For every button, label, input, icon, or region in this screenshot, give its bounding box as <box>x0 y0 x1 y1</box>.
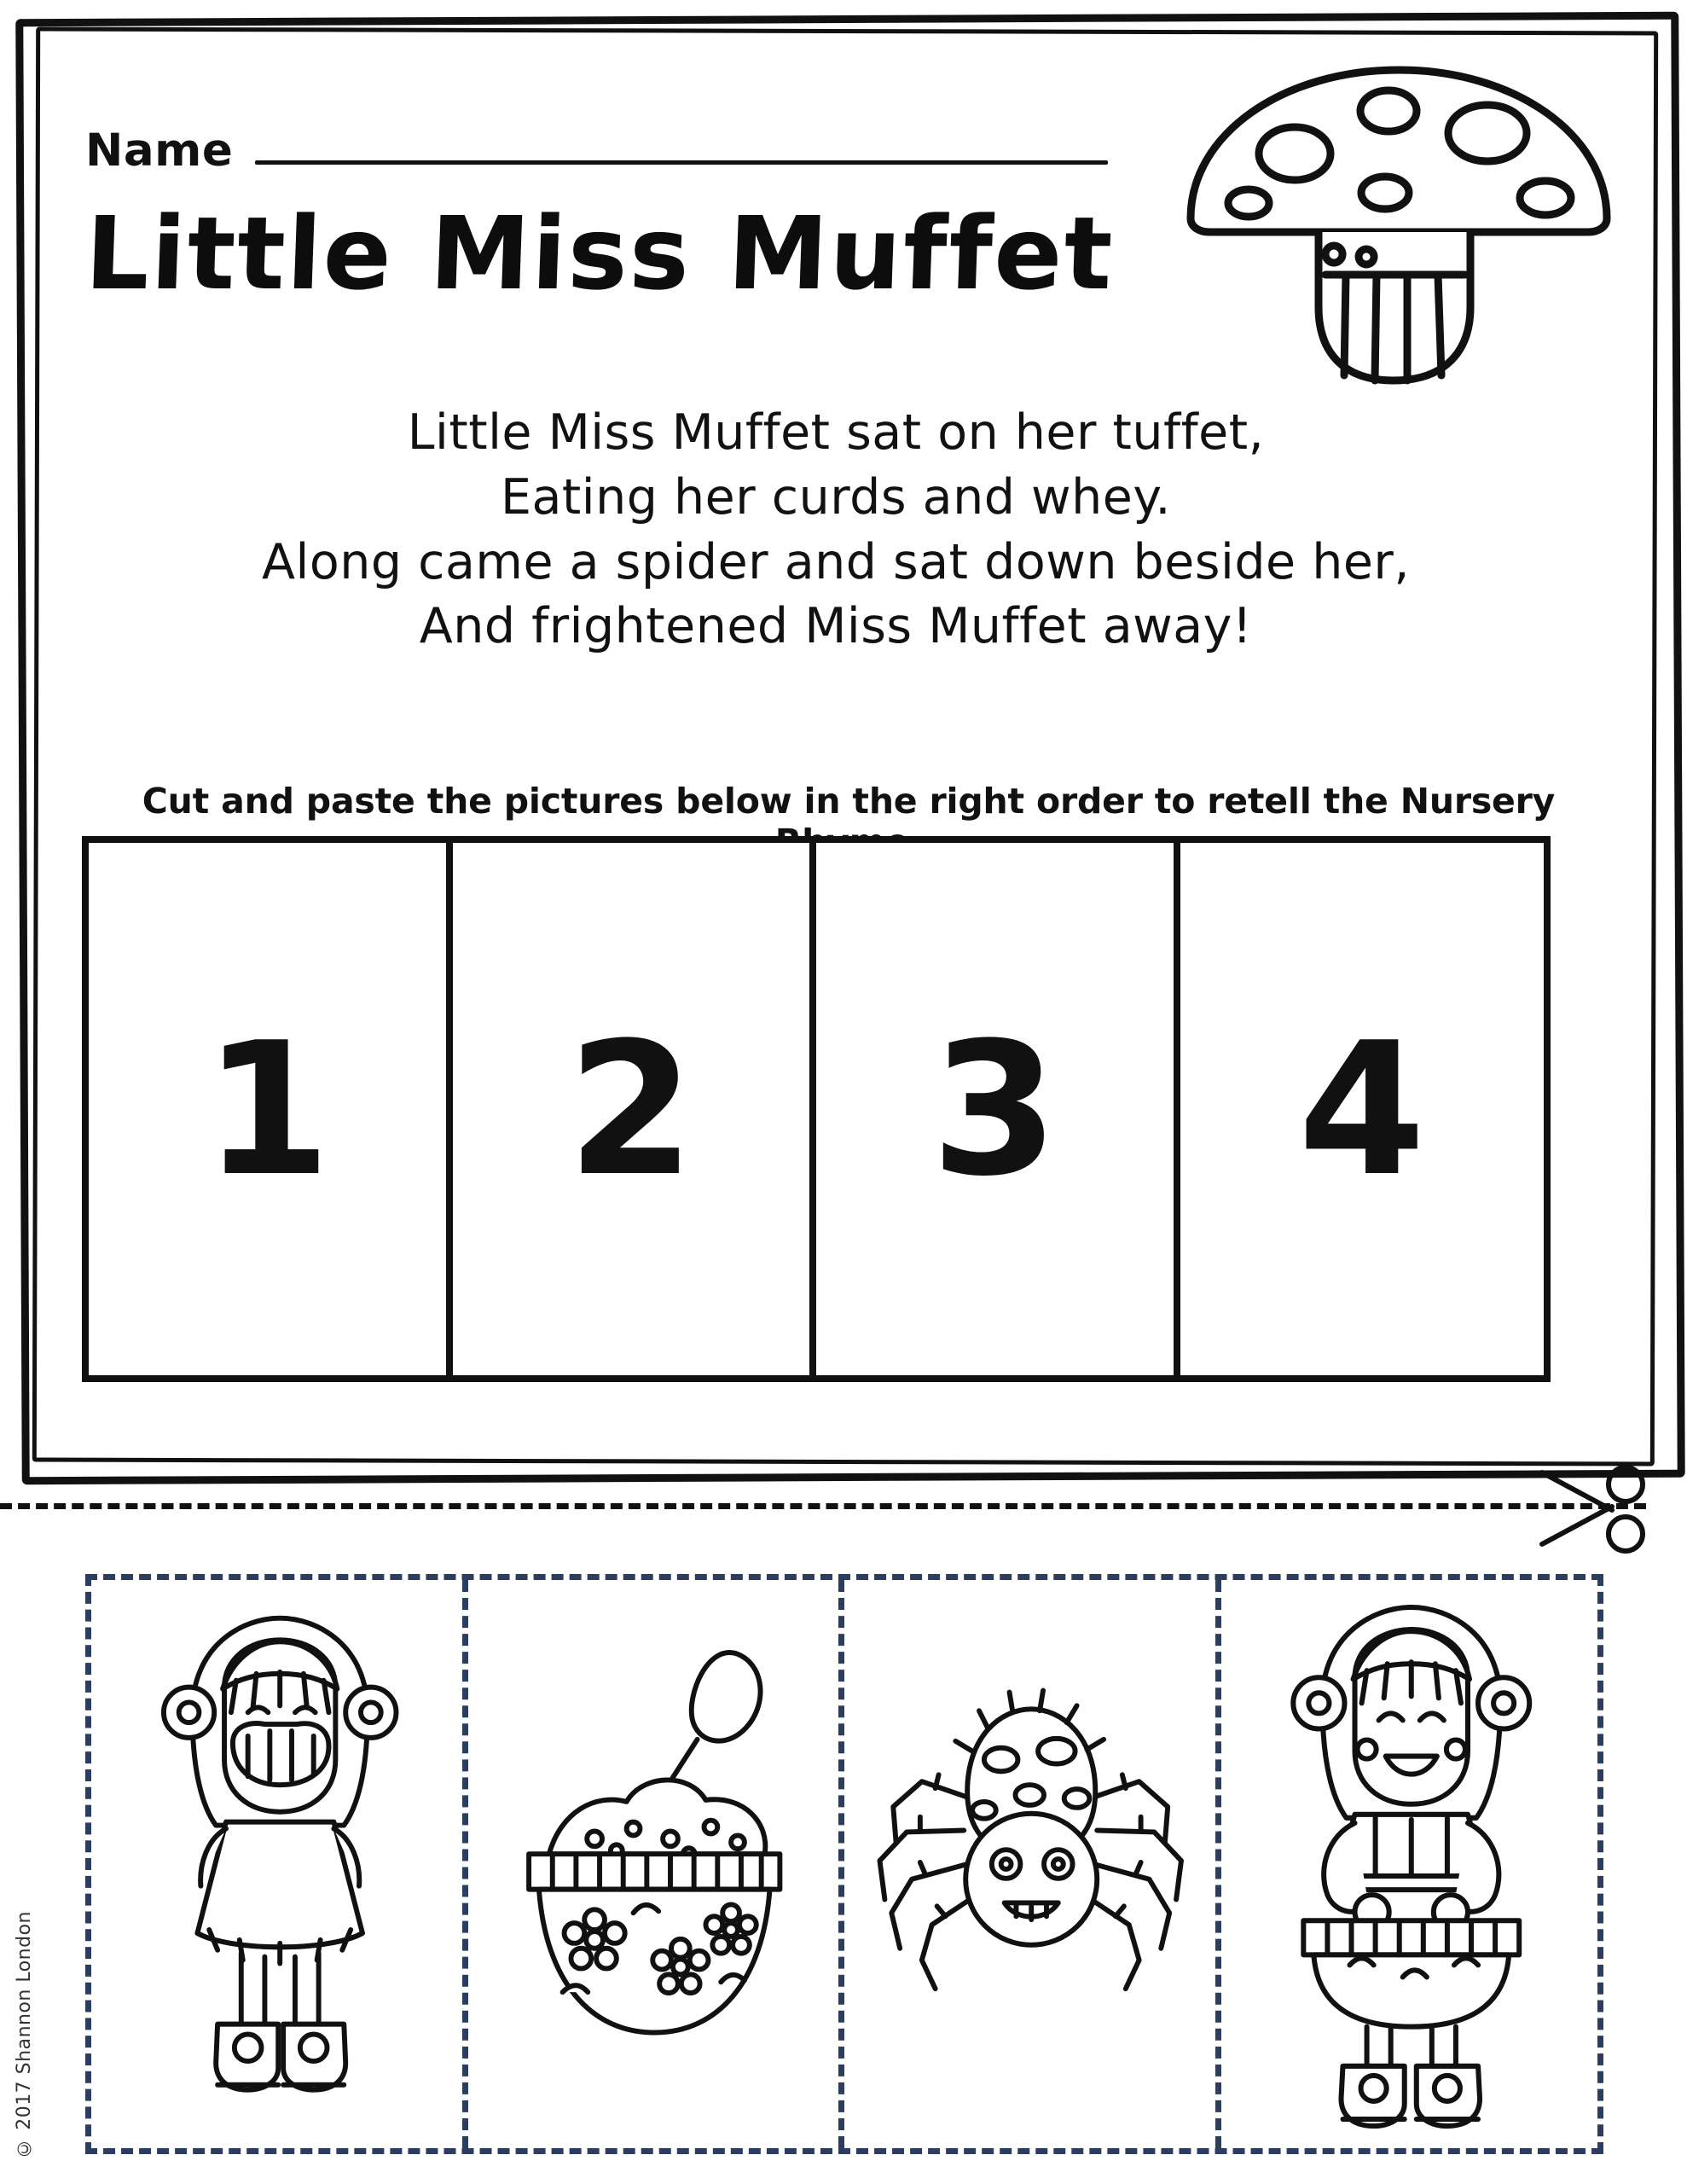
paste-box-number: 2 <box>566 1002 695 1217</box>
copyright-text: © 2017 Shannon London <box>14 1911 35 2158</box>
mushroom-icon <box>1175 51 1619 410</box>
girl-covering-face-icon <box>91 1580 462 2148</box>
cutout-card-1[interactable] <box>91 1580 468 2148</box>
cutout-card-4[interactable] <box>1221 1580 1598 2148</box>
scissors-icon <box>1533 1457 1653 1560</box>
paste-box-number: 4 <box>1297 1002 1426 1217</box>
paste-box-2[interactable] <box>453 843 817 1375</box>
paste-box-4[interactable] <box>1180 843 1545 1375</box>
bowl-of-curds-icon <box>468 1580 839 2148</box>
name-row <box>85 125 1108 177</box>
paste-box-number: 3 <box>930 1002 1059 1217</box>
cutout-card-2[interactable] <box>468 1580 845 2148</box>
cut-line <box>0 1503 1646 1509</box>
paste-box-number: 1 <box>203 1002 332 1217</box>
name-write-line[interactable] <box>255 160 1108 165</box>
paste-box-grid <box>82 836 1551 1382</box>
rhyme-line-2: Eating her curds and whey. <box>500 468 1172 526</box>
rhyme-line-4: And frightened Miss Muffet away! <box>419 598 1253 655</box>
directions-text: Cut and paste the pictures below in the right order to retell the Nursery <box>142 781 1556 822</box>
page-title: Little Miss Muffet <box>83 195 1116 312</box>
paste-box-3[interactable] <box>816 843 1180 1375</box>
name-label: Name <box>85 125 234 177</box>
rhyme-text <box>102 401 1569 659</box>
rhyme-line-1: Little Miss Muffet sat on her tuffet, <box>407 404 1265 461</box>
girl-sitting-on-tuffet-icon <box>1221 1580 1598 2148</box>
paste-box-1[interactable] <box>89 843 453 1375</box>
cutout-card-3[interactable] <box>844 1580 1221 2148</box>
spider-icon <box>844 1580 1215 2148</box>
rhyme-line-3: Along came a spider and sat down beside her, <box>262 533 1410 590</box>
cutout-strip <box>85 1574 1603 2154</box>
